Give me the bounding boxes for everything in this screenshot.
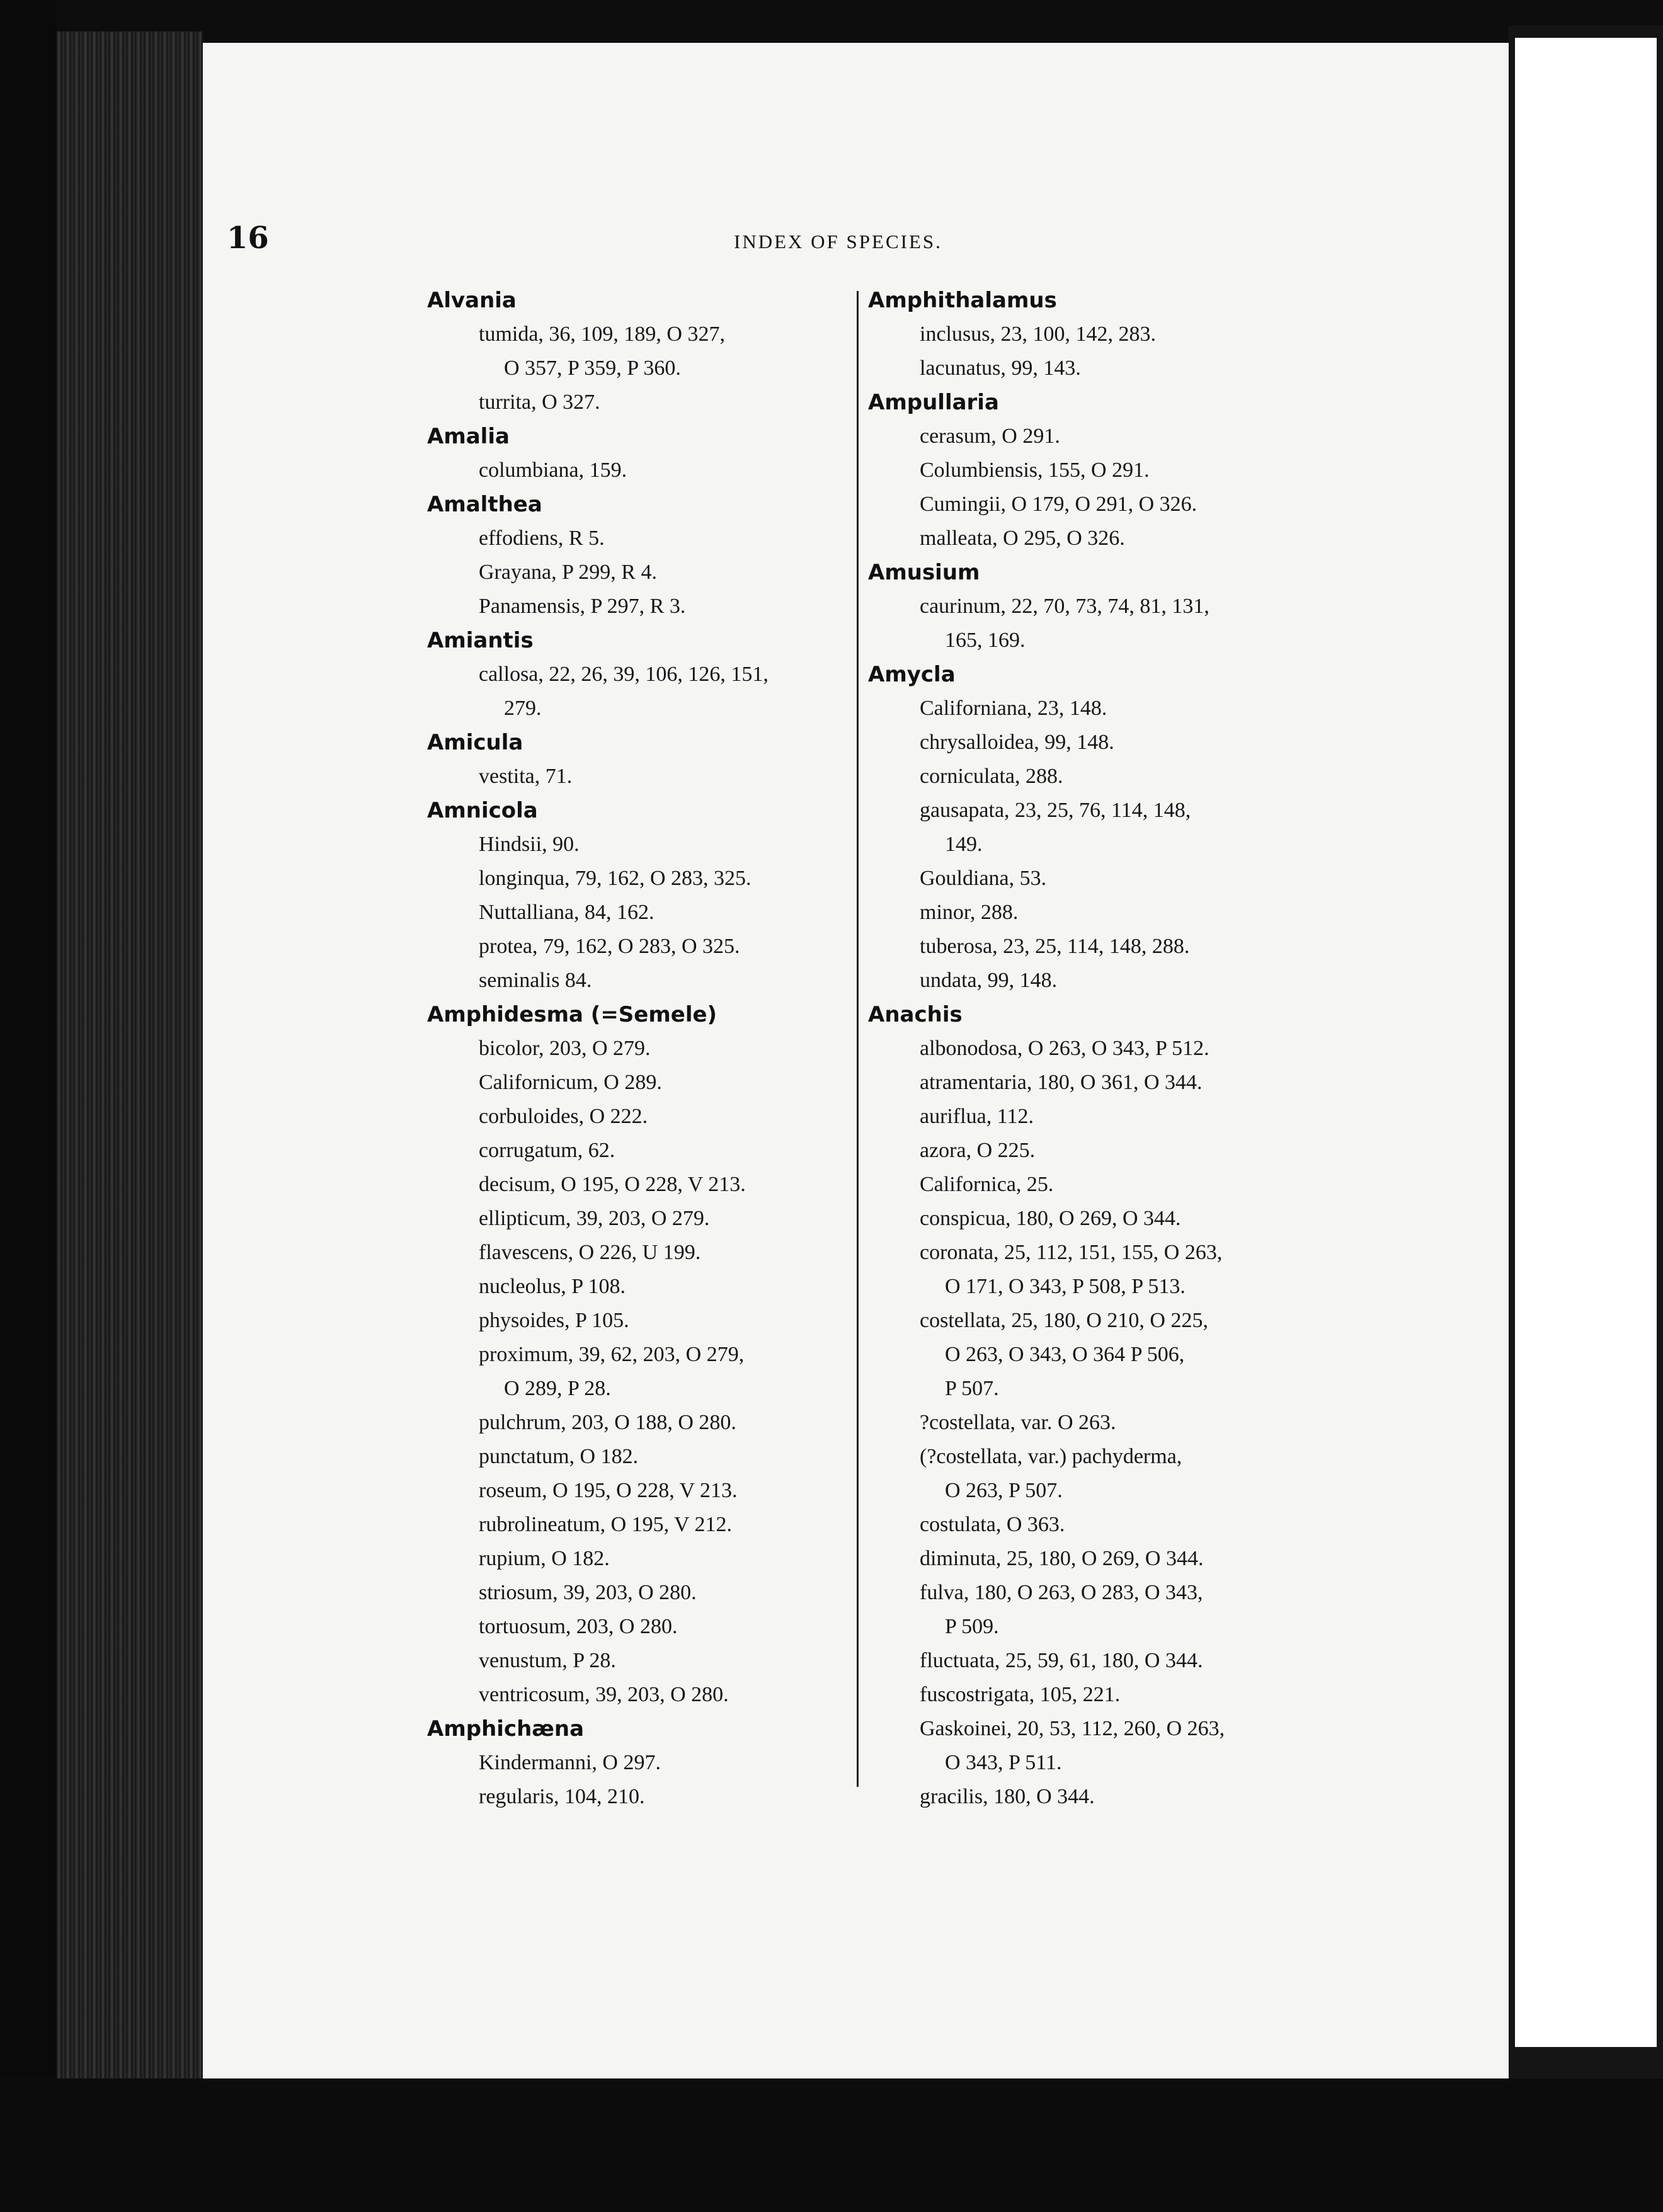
species-entry: tortuosum, 203, O 280. <box>479 1615 678 1638</box>
species-entry: coronata, 25, 112, 151, 155, O 263, <box>920 1241 1223 1264</box>
species-entry: bicolor, 203, O 279. <box>479 1037 651 1060</box>
species-entry: inclusus, 23, 100, 142, 283. <box>920 322 1156 346</box>
species-entry: gracilis, 180, O 344. <box>920 1785 1095 1808</box>
species-entry: punctatum, O 182. <box>479 1445 639 1468</box>
species-entry-continuation: 149. <box>945 833 983 856</box>
species-entry: gausapata, 23, 25, 76, 114, 148, <box>920 799 1191 822</box>
genus-heading: Ampullaria <box>868 390 999 415</box>
species-entry: Californicum, O 289. <box>479 1071 662 1094</box>
species-entry: effodiens, R 5. <box>479 527 605 550</box>
species-entry: rubrolineatum, O 195, V 212. <box>479 1513 732 1536</box>
species-entry: Gouldiana, 53. <box>920 867 1047 890</box>
species-entry: ventricosum, 39, 203, O 280. <box>479 1683 729 1706</box>
species-entry: costellata, 25, 180, O 210, O 225, <box>920 1309 1208 1332</box>
species-entry: atramentaria, 180, O 361, O 344. <box>920 1071 1203 1094</box>
genus-heading: Amiantis <box>427 628 534 653</box>
species-entry: decisum, O 195, O 228, V 213. <box>479 1173 746 1196</box>
species-entry: Panamensis, P 297, R 3. <box>479 595 686 618</box>
species-entry: seminalis 84. <box>479 969 592 992</box>
species-entry-continuation: 165, 169. <box>945 629 1026 652</box>
species-entry: Californiana, 23, 148. <box>920 697 1107 720</box>
genus-heading: Amycla <box>868 662 956 687</box>
species-entry: tuberosa, 23, 25, 114, 148, 288. <box>920 935 1190 958</box>
page-number: 16 <box>227 220 269 256</box>
index-column-right <box>869 283 1298 1814</box>
species-entry: caurinum, 22, 70, 73, 74, 81, 131, <box>920 595 1209 618</box>
genus-heading: Amicula <box>427 730 523 755</box>
species-entry: minor, 288. <box>920 901 1019 924</box>
index-column-left <box>428 283 857 1814</box>
species-entry: proximum, 39, 62, 203, O 279, <box>479 1343 745 1366</box>
species-entry: ellipticum, 39, 203, O 279. <box>479 1207 710 1230</box>
species-entry: auriflua, 112. <box>920 1105 1034 1128</box>
next-page-sliver <box>1515 38 1657 2047</box>
species-entry: regularis, 104, 210. <box>479 1785 645 1808</box>
species-entry: striosum, 39, 203, O 280. <box>479 1581 697 1604</box>
species-entry: tumida, 36, 109, 189, O 327, <box>479 322 725 346</box>
genus-heading: Amphithalamus <box>868 288 1057 313</box>
species-entry: undata, 99, 148. <box>920 969 1058 992</box>
species-entry: columbiana, 159. <box>479 459 627 482</box>
species-entry: (?costellata, var.) pachyderma, <box>920 1445 1182 1468</box>
species-entry: diminuta, 25, 180, O 269, O 344. <box>920 1547 1204 1570</box>
scan-border-left <box>0 0 57 2212</box>
species-entry: Cumingii, O 179, O 291, O 326. <box>920 493 1197 516</box>
species-entry: protea, 79, 162, O 283, O 325. <box>479 935 740 958</box>
species-entry: azora, O 225. <box>920 1139 1036 1162</box>
species-entry: ?costellata, var. O 263. <box>920 1411 1116 1434</box>
genus-heading: Anachis <box>868 1002 963 1027</box>
species-entry: pulchrum, 203, O 188, O 280. <box>479 1411 736 1434</box>
species-entry-continuation: O 357, P 359, P 360. <box>504 356 681 380</box>
genus-heading: Amnicola <box>427 798 538 823</box>
species-entry-continuation: P 509. <box>945 1615 999 1638</box>
species-entry: callosa, 22, 26, 39, 106, 126, 151, <box>479 663 769 686</box>
scan-border-top <box>0 0 1663 44</box>
species-entry: cerasum, O 291. <box>920 425 1060 448</box>
species-entry: vestita, 71. <box>479 765 573 788</box>
species-entry: malleata, O 295, O 326. <box>920 527 1125 550</box>
species-entry: roseum, O 195, O 228, V 213. <box>479 1479 738 1502</box>
species-entry: longinqua, 79, 162, O 283, 325. <box>479 867 751 890</box>
species-entry: fluctuata, 25, 59, 61, 180, O 344. <box>920 1649 1203 1672</box>
species-entry: turrita, O 327. <box>479 391 600 414</box>
species-entry: chrysalloidea, 99, 148. <box>920 731 1114 754</box>
species-entry: Hindsii, 90. <box>479 833 580 856</box>
species-entry-continuation: O 171, O 343, P 508, P 513. <box>945 1275 1186 1298</box>
species-entry: corbuloides, O 222. <box>479 1105 648 1128</box>
species-entry: costulata, O 363. <box>920 1513 1065 1536</box>
species-entry-continuation: O 289, P 28. <box>504 1377 611 1400</box>
species-entry: nucleolus, P 108. <box>479 1275 626 1298</box>
species-entry: flavescens, O 226, U 199. <box>479 1241 701 1264</box>
species-entry: Californica, 25. <box>920 1173 1054 1196</box>
species-entry: rupium, O 182. <box>479 1547 610 1570</box>
species-entry: corrugatum, 62. <box>479 1139 615 1162</box>
genus-heading: Amphidesma (=Semele) <box>427 1002 717 1027</box>
species-entry: Grayana, P 299, R 4. <box>479 561 657 584</box>
species-entry: Nuttalliana, 84, 162. <box>479 901 654 924</box>
species-entry: corniculata, 288. <box>920 765 1063 788</box>
species-entry: venustum, P 28. <box>479 1649 616 1672</box>
species-entry: fuscostrigata, 105, 221. <box>920 1683 1121 1706</box>
species-entry-continuation: O 343, P 511. <box>945 1751 1062 1774</box>
species-entry: fulva, 180, O 263, O 283, O 343, <box>920 1581 1203 1604</box>
column-divider <box>857 291 859 1787</box>
running-head: INDEX OF SPECIES. <box>734 231 942 253</box>
species-entry: physoides, P 105. <box>479 1309 629 1332</box>
species-entry: Columbiensis, 155, O 291. <box>920 459 1150 482</box>
species-entry: albonodosa, O 263, O 343, P 512. <box>920 1037 1209 1060</box>
genus-heading: Amalthea <box>427 492 542 517</box>
genus-heading: Amusium <box>868 560 980 585</box>
species-entry: Kindermanni, O 297. <box>479 1751 661 1774</box>
species-entry-continuation: O 263, O 343, O 364 P 506, <box>945 1343 1185 1366</box>
species-entry: Gaskoinei, 20, 53, 112, 260, O 263, <box>920 1717 1225 1740</box>
species-entry: conspicua, 180, O 269, O 344. <box>920 1207 1181 1230</box>
genus-heading: Amalia <box>427 424 510 449</box>
species-entry: lacunatus, 99, 143. <box>920 356 1081 380</box>
species-entry-continuation: 279. <box>504 697 542 720</box>
genus-heading: Amphichæna <box>427 1716 585 1742</box>
scan-border-bottom <box>0 2078 1663 2212</box>
species-entry-continuation: O 263, P 507. <box>945 1479 1063 1502</box>
book-page-edges <box>57 31 203 2141</box>
genus-heading: Alvania <box>427 288 517 313</box>
species-entry-continuation: P 507. <box>945 1377 999 1400</box>
